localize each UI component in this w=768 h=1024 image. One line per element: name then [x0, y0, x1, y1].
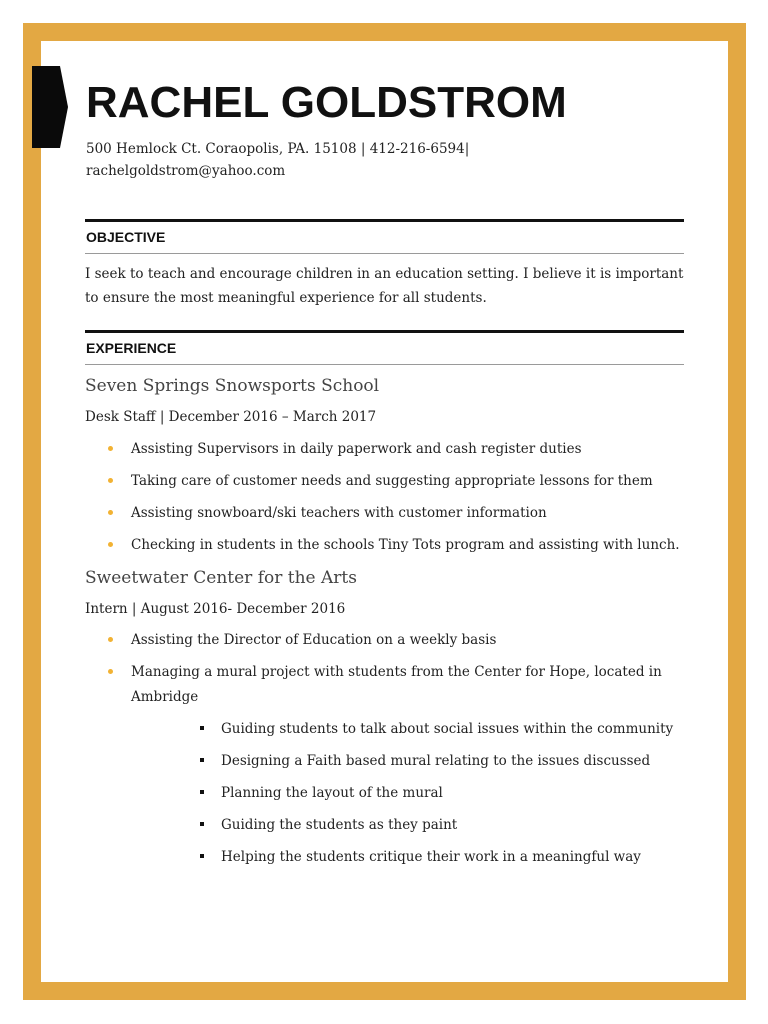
job-organization: Sweetwater Center for the Arts: [85, 568, 357, 588]
contact-address-phone: 500 Hemlock Ct. Coraopolis, PA. 15108 | 412-216-6594|: [86, 141, 470, 157]
objective-section: [85, 219, 684, 310]
square-bullet-icon: [200, 822, 204, 826]
section-underline: [85, 253, 684, 254]
bullet-dot-icon: [108, 542, 113, 547]
objective-text: I seek to teach and encourage children in an education setting. I believe it is important to ensure the most meaningful experience for all students.: [85, 266, 684, 306]
list-item: Managing a mural project with students from the Center for Hope, located in Ambridge: [85, 660, 684, 709]
job-bullet-list: [85, 437, 684, 558]
resume-header: [86, 78, 686, 182]
bullet-dot-icon: [108, 637, 113, 642]
list-item: Assisting Supervisors in daily paperwork and cash register duties: [85, 437, 684, 462]
list-item: Assisting snowboard/ski teachers with customer information: [85, 501, 684, 526]
job-role-dates: Intern | August 2016- December 2016: [85, 601, 346, 617]
job-sub-bullet-list: [85, 717, 684, 869]
list-item: Guiding the students as they paint: [85, 813, 684, 837]
list-item: Designing a Faith based mural relating to the issues discussed: [85, 749, 684, 773]
bullet-dot-icon: [108, 669, 113, 674]
candidate-name: RACHEL GOLDSTROM: [86, 78, 567, 127]
list-item: Checking in students in the schools Tiny Tots program and assisting with lunch.: [85, 533, 684, 558]
job-entry: [85, 373, 684, 558]
job-organization: Seven Springs Snowsports School: [85, 376, 380, 396]
bullet-dot-icon: [108, 510, 113, 515]
job-entry: [85, 565, 684, 869]
square-bullet-icon: [200, 758, 204, 762]
experience-section: [85, 330, 684, 877]
list-item: Helping the students critique their work in a meaningful way: [85, 845, 684, 869]
square-bullet-icon: [200, 790, 204, 794]
experience-heading: EXPERIENCE: [86, 340, 177, 356]
header-tab-decoration: [32, 66, 68, 148]
objective-heading: OBJECTIVE: [86, 229, 166, 245]
bullet-dot-icon: [108, 446, 113, 451]
bullet-dot-icon: [108, 478, 113, 483]
list-item: Planning the layout of the mural: [85, 781, 684, 805]
list-item: Taking care of customer needs and suggesting appropriate lessons for them: [85, 469, 684, 494]
section-underline: [85, 364, 684, 365]
square-bullet-icon: [200, 854, 204, 858]
square-bullet-icon: [200, 726, 204, 730]
contact-email[interactable]: rachelgoldstrom@yahoo.com: [86, 163, 286, 179]
job-bullet-list: [85, 628, 684, 709]
list-item: Guiding students to talk about social issues within the community: [85, 717, 684, 741]
contact-info: [86, 138, 686, 182]
job-role-dates: Desk Staff | December 2016 – March 2017: [85, 409, 377, 425]
list-item: Assisting the Director of Education on a weekly basis: [85, 628, 684, 653]
